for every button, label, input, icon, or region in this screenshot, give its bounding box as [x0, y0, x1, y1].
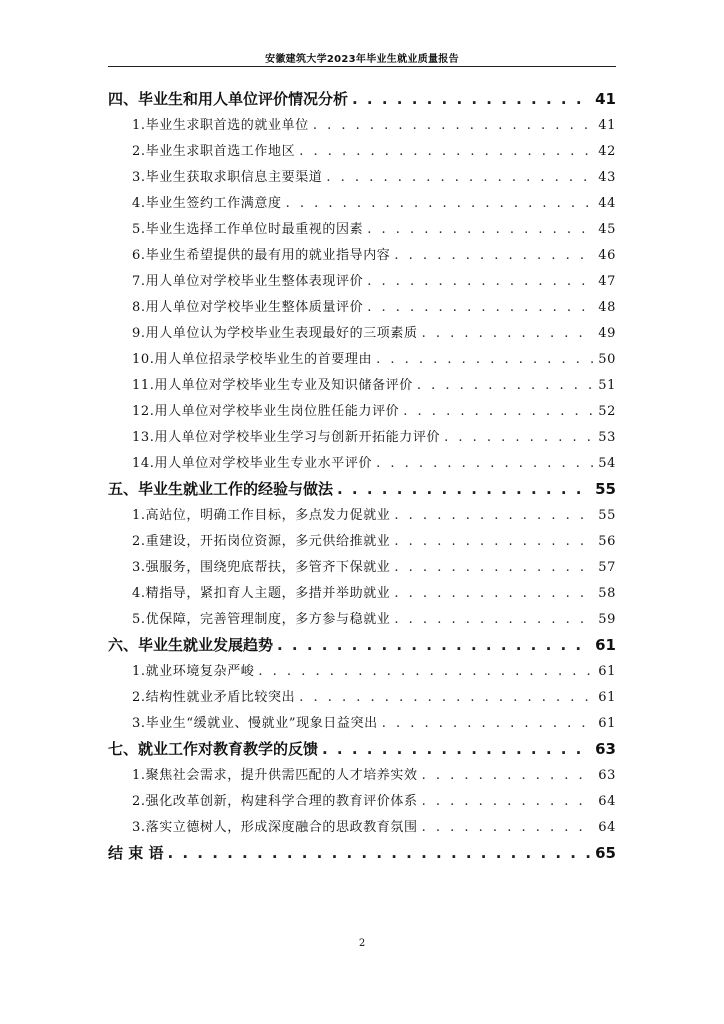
toc-entry-label: 9.用人单位认为学校毕业生表现最好的三项素质 [132, 326, 418, 341]
toc-leader-dots [376, 456, 594, 471]
toc-item-entry[interactable] [108, 530, 616, 556]
toc-entry-label: 3.强服务，围绕兜底帮扶，多管齐下保就业 [132, 560, 391, 575]
toc-leader-dots [403, 404, 594, 419]
toc-leader-dots [444, 430, 594, 445]
toc-page-number: 41 [595, 90, 616, 108]
toc-entry-label: 12.用人单位对学校毕业生岗位胜任能力评价 [132, 404, 400, 419]
toc-leader-dots [337, 480, 591, 498]
toc-leader-dots [382, 716, 595, 731]
toc-leader-dots [167, 844, 591, 862]
toc-leader-dots [277, 636, 591, 654]
toc-page-number: 56 [598, 534, 616, 549]
toc-item-entry[interactable] [108, 192, 616, 218]
toc-page-number: 61 [598, 690, 616, 705]
toc-page-number: 55 [598, 508, 616, 523]
toc-item-entry[interactable] [108, 400, 616, 426]
toc-section-entry[interactable] [108, 634, 616, 660]
toc-item-entry[interactable] [108, 114, 616, 140]
toc-leader-dots [352, 90, 591, 108]
toc-item-entry[interactable] [108, 270, 616, 296]
toc-entry-label: 结 束 语 [108, 844, 164, 862]
toc-item-entry[interactable] [108, 244, 616, 270]
toc-entry-label: 6.毕业生希望提供的最有用的就业指导内容 [132, 248, 391, 263]
toc-entry-label: 3.毕业生“缓就业、慢就业”现象日益突出 [132, 716, 378, 731]
toc-page-number: 59 [598, 612, 616, 627]
toc-item-entry[interactable] [108, 712, 616, 738]
toc-leader-dots [286, 196, 595, 211]
toc-page-number: 46 [598, 248, 616, 263]
toc-item-entry[interactable] [108, 504, 616, 530]
toc-item-entry[interactable] [108, 218, 616, 244]
toc-leader-dots [258, 664, 594, 679]
toc-entry-label: 1.毕业生求职首选的就业单位 [132, 118, 309, 133]
toc-page-number: 61 [595, 636, 616, 654]
toc-leader-dots [394, 534, 594, 549]
toc-section-entry[interactable] [108, 478, 616, 504]
toc-section-entry[interactable] [108, 842, 616, 868]
toc-page-number: 58 [598, 586, 616, 601]
toc-leader-dots [367, 274, 594, 289]
toc-item-entry[interactable] [108, 426, 616, 452]
page-header-title: 安徽建筑大学2023年毕业生就业质量报告 [265, 54, 459, 65]
toc-entry-label: 1.聚焦社会需求，提升供需匹配的人才培养实效 [132, 768, 418, 783]
toc-item-entry[interactable] [108, 296, 616, 322]
toc-page-number: 42 [598, 144, 616, 159]
toc-entry-label: 4.毕业生签约工作满意度 [132, 196, 282, 211]
toc-entry-label: 3.毕业生获取求职信息主要渠道 [132, 170, 323, 185]
toc-item-entry[interactable] [108, 608, 616, 634]
toc-item-entry[interactable] [108, 556, 616, 582]
toc-leader-dots [367, 300, 594, 315]
toc-entry-label: 14.用人单位对学校毕业生专业水平评价 [132, 456, 373, 471]
toc-entry-label: 2.结构性就业矛盾比较突出 [132, 690, 296, 705]
toc-entry-label: 3.落实立德树人，形成深度融合的思政教育氛围 [132, 820, 418, 835]
toc-page-number: 49 [598, 326, 616, 341]
toc-leader-dots [322, 740, 591, 758]
toc-page-number: 54 [598, 456, 616, 471]
toc-entry-label: 2.毕业生求职首选工作地区 [132, 144, 296, 159]
toc-entry-label: 七、就业工作对教育教学的反馈 [108, 740, 319, 758]
toc-item-entry[interactable] [108, 348, 616, 374]
toc-item-entry[interactable] [108, 660, 616, 686]
toc-leader-dots [422, 326, 595, 341]
toc-entry-label: 1.就业环境复杂严峻 [132, 664, 255, 679]
toc-page-number: 61 [598, 716, 616, 731]
toc-leader-dots [326, 170, 594, 185]
toc-page-number: 61 [598, 664, 616, 679]
header-rule [108, 66, 616, 67]
toc-leader-dots [417, 378, 594, 393]
toc-section-entry[interactable] [108, 738, 616, 764]
toc-item-entry[interactable] [108, 140, 616, 166]
toc-entry-label: 13.用人单位对学校毕业生学习与创新开拓能力评价 [132, 430, 441, 445]
toc-item-entry[interactable] [108, 816, 616, 842]
toc-page-number: 43 [598, 170, 616, 185]
toc-leader-dots [394, 508, 594, 523]
toc-item-entry[interactable] [108, 582, 616, 608]
toc-leader-dots [394, 612, 594, 627]
toc-page-number: 41 [598, 118, 616, 133]
toc-page-number: 45 [598, 222, 616, 237]
toc-page-number: 55 [595, 480, 616, 498]
toc-page-number: 65 [595, 844, 616, 862]
toc-page-number: 53 [598, 430, 616, 445]
toc-page-number: 44 [598, 196, 616, 211]
toc-page-number: 64 [598, 794, 616, 809]
toc-leader-dots [422, 820, 595, 835]
toc-page-number: 64 [598, 820, 616, 835]
toc-item-entry[interactable] [108, 322, 616, 348]
toc-item-entry[interactable] [108, 686, 616, 712]
toc-entry-label: 8.用人单位对学校毕业生整体质量评价 [132, 300, 364, 315]
toc-item-entry[interactable] [108, 166, 616, 192]
toc-page-number: 52 [598, 404, 616, 419]
toc-leader-dots [299, 144, 594, 159]
toc-entry-label: 11.用人单位对学校毕业生专业及知识储备评价 [132, 378, 413, 393]
toc-entry-label: 5.优保障，完善管理制度，多方参与稳就业 [132, 612, 391, 627]
toc-entry-label: 六、毕业生就业发展趋势 [108, 636, 274, 654]
toc-item-entry[interactable] [108, 374, 616, 400]
toc-leader-dots [394, 560, 594, 575]
toc-entry-label: 2.强化改革创新，构建科学合理的教育评价体系 [132, 794, 418, 809]
toc-page-number: 63 [598, 768, 616, 783]
toc-leader-dots [299, 690, 594, 705]
toc-page-number: 51 [598, 378, 616, 393]
toc-entry-label: 1.高站位，明确工作目标，多点发力促就业 [132, 508, 391, 523]
toc-entry-label: 五、毕业生就业工作的经验与做法 [108, 480, 334, 498]
toc-leader-dots [376, 352, 594, 367]
toc-leader-dots [422, 768, 595, 783]
toc-item-entry[interactable] [108, 790, 616, 816]
toc-page-number: 63 [595, 740, 616, 758]
toc-leader-dots [422, 794, 595, 809]
toc-entry-label: 2.重建设，开拓岗位资源，多元供给推就业 [132, 534, 391, 549]
toc-entry-label: 四、毕业生和用人单位评价情况分析 [108, 90, 349, 108]
toc-item-entry[interactable] [108, 764, 616, 790]
toc-entry-label: 5.毕业生选择工作单位时最重视的因素 [132, 222, 364, 237]
table-of-contents [108, 88, 616, 868]
toc-entry-label: 7.用人单位对学校毕业生整体表现评价 [132, 274, 364, 289]
toc-page-number: 50 [598, 352, 616, 367]
toc-leader-dots [394, 248, 594, 263]
toc-leader-dots [313, 118, 594, 133]
toc-page-number: 48 [598, 300, 616, 315]
toc-leader-dots [367, 222, 594, 237]
toc-leader-dots [394, 586, 594, 601]
toc-entry-label: 10.用人单位招录学校毕业生的首要理由 [132, 352, 373, 367]
toc-item-entry[interactable] [108, 452, 616, 478]
toc-entry-label: 4.精指导，紧扣育人主题，多措并举助就业 [132, 586, 391, 601]
toc-section-entry[interactable] [108, 88, 616, 114]
toc-page-number: 57 [598, 560, 616, 575]
toc-page-number: 47 [598, 274, 616, 289]
page-number: 2 [358, 938, 366, 949]
